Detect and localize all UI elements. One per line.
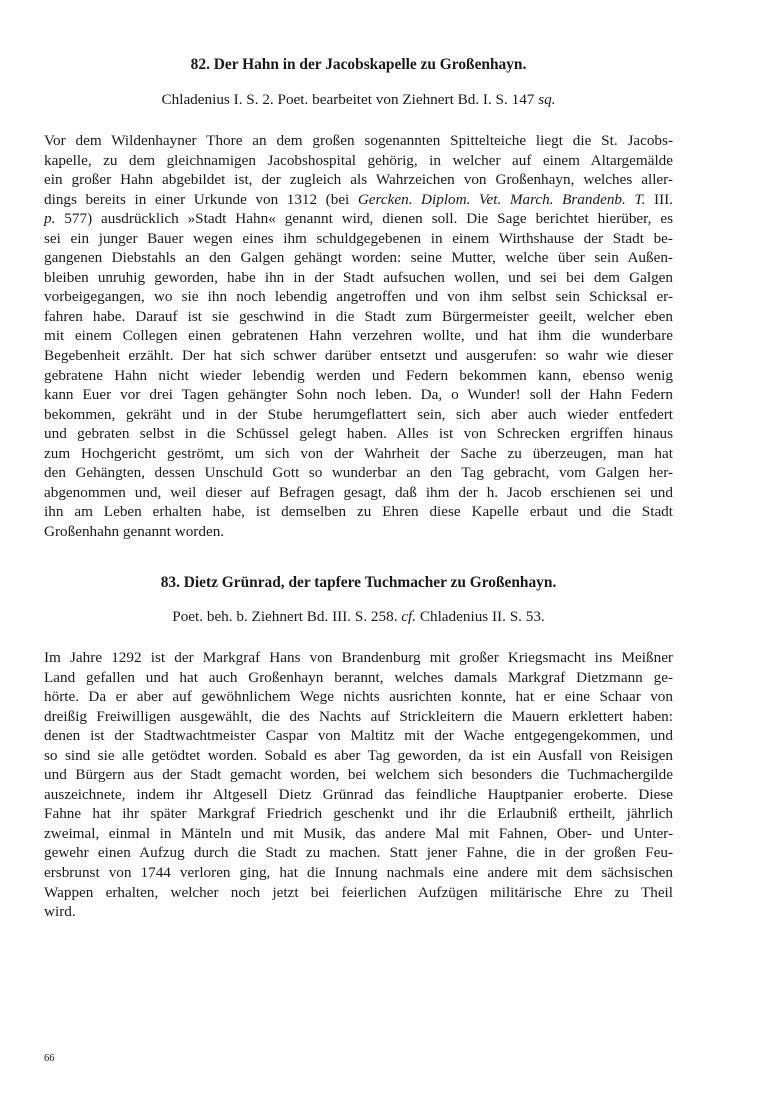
text-line: dreißig Freiwilligen ausgewählt, die des Nachts auf Strickleitern die Mauern erklettert haben: <box>44 707 673 725</box>
text-line: wird. <box>44 903 76 921</box>
text-line: abgenommen und, weil dieser auf Befragen gesagt, daß ihm der h. Jacob erschienen sei und <box>44 483 673 501</box>
text-line: den Gehängten, dessen Unschuld Gott so wunderbar an den Tag gebracht, vom Galgen her- <box>44 464 673 482</box>
section-82-source: Chladenius I. S. 2. Poet. bearbeitet von Ziehnert Bd. I. S. 147 sq. <box>161 91 556 108</box>
text-line: sei ein junger Bauer wegen eines ihm schuldgegebenen in einem Wirthshause der Stadt be- <box>44 229 673 247</box>
text-line: hörte. Da er aber auf gewöhnlichem Wege nichts ausrichten konnte, hat er eine Schaar von <box>44 688 673 706</box>
text-line: Land gefallen und hat auch Großenhayn berannt, welches damals Markgraf Dietzmann ge- <box>44 668 673 686</box>
text-line: gewehr einen Aufzug durch die Stadt zu machen. Statt jener Fahne, die in der großen Feu- <box>44 844 673 862</box>
text-line: ein großer Hahn abgebildet ist, der zugleich als Wahrzeichen von Großenhayn, welches aller- <box>44 171 673 189</box>
text-line: denen ist der Stadtwachtmeister Caspar von Maltitz mit der Wache entgegengekommen, und <box>44 727 673 745</box>
text-line: dings bereits in einer Urkunde von 1312 (bei Gercken. Diplom. Vet. March. Brandenb. T. III. <box>44 190 673 208</box>
section-83-body <box>44 648 673 922</box>
text-line: p. 577) ausdrücklich »Stadt Hahn« genannt wird, dienen soll. Die Sage berichtet hierüber, es <box>44 210 673 228</box>
text-line: Fahne hat ihr später Markgraf Friedrich geschenkt und ihr die Erlaubniß ertheilt, jährlich <box>44 805 673 823</box>
text-line: mit einem Collegen einen gebratenen Hahn verzehren wollte, und hat ihm die wunderbare <box>44 327 673 345</box>
text-line: so sind sie alle getödtet worden. Sobald es aber Tag geworden, da ist ein Ausfall von Reisigen <box>44 746 673 764</box>
document-page <box>44 0 673 1100</box>
text-line: gebratene Hahn nicht wieder lebendig werden und Federn bekommen kann, ebenso wenig <box>44 366 673 384</box>
text-line: zweimal, einmal in Mänteln und mit Musik, das andere Mal mit Fahnen, Ober- und Unter- <box>44 824 673 842</box>
text-line: ersbrunst von 1744 verloren ging, hat die Innung nachmals eine andere mit dem sächsischen <box>44 864 673 882</box>
text-line: auszeichnete, indem ihr Altgesell Dietz Grünrad das feindliche Hauptpanier eroberte. Diese <box>44 785 673 803</box>
section-83-heading: 83. Dietz Grünrad, der tapfere Tuchmacher zu Großenhayn. <box>160 574 557 591</box>
page-number: 66 <box>44 1053 55 1064</box>
section-82-heading: 82. Der Hahn in der Jacobskapelle zu Großenhayn. <box>190 56 527 73</box>
text-line: ihn am Leben erhalten habe, ist demselben zu Ehren diese Kapelle erbaut und die Stadt <box>44 503 673 521</box>
section-83-source: Poet. beh. b. Ziehnert Bd. III. S. 258. cf. Chladenius II. S. 53. <box>172 608 545 625</box>
text-line: bleiben unruhig geworden, habe ihn in der Stadt aufsuchen wollen, und sei bei dem Galgen <box>44 268 673 286</box>
text-line: zum Hochgericht geströmt, um sich von der Wahrheit der Sache zu überzeugen, man hat <box>44 444 673 462</box>
text-line: vorbeigegangen, wo sie ihn noch lebendig angetroffen und von ihm selbst sein Schicksal er- <box>44 288 673 306</box>
text-line: kann Euer vor drei Tagen gehängter Sohn noch leben. Da, o Wunder! soll der Hahn Federn <box>44 386 673 404</box>
text-line: Begebenheit erzählt. Der hat sich schwer darüber entsetzt und ausgerufen: so wahr wie dieser <box>44 347 673 365</box>
text-line: bekommen, gekräht und in der Stube herumgeflattert sein, sich aber auch wieder entfedert <box>44 405 673 423</box>
section-82-body <box>44 131 673 541</box>
text-line: fahren habe. Darauf ist sie geschwind in die Stadt zum Bürgermeister geeilt, welcher eben <box>44 307 673 325</box>
text-line: kapelle, zu dem gleichnamigen Jacobshospital gehörig, in welcher auf einem Altargemälde <box>44 151 673 169</box>
text-line: Wappen erhalten, welcher noch jetzt bei feierlichen Aufzügen militärische Ehre zu Theil <box>44 883 673 901</box>
text-line: Vor dem Wildenhayner Thore an dem großen sogenannten Spittelteiche liegt die St. Jacobs- <box>44 132 673 149</box>
text-line: und Bürgern aus der Stadt gemacht worden, bei welchem sich besonders die Tuchmachergilde <box>44 766 673 784</box>
text-line: Im Jahre 1292 ist der Markgraf Hans von Brandenburg mit großer Kriegsmacht ins Meißner <box>44 649 673 666</box>
text-line: gangenen Diebstahls an den Galgen gehängt worden: seine Mutter, welche über sein Außen- <box>44 249 673 267</box>
text-line: Großenhahn genannt worden. <box>44 522 225 540</box>
text-line: und gebraten selbst in die Schüssel gelegt haben. Alles ist von Schrecken ergriffen hinaus <box>44 425 673 443</box>
